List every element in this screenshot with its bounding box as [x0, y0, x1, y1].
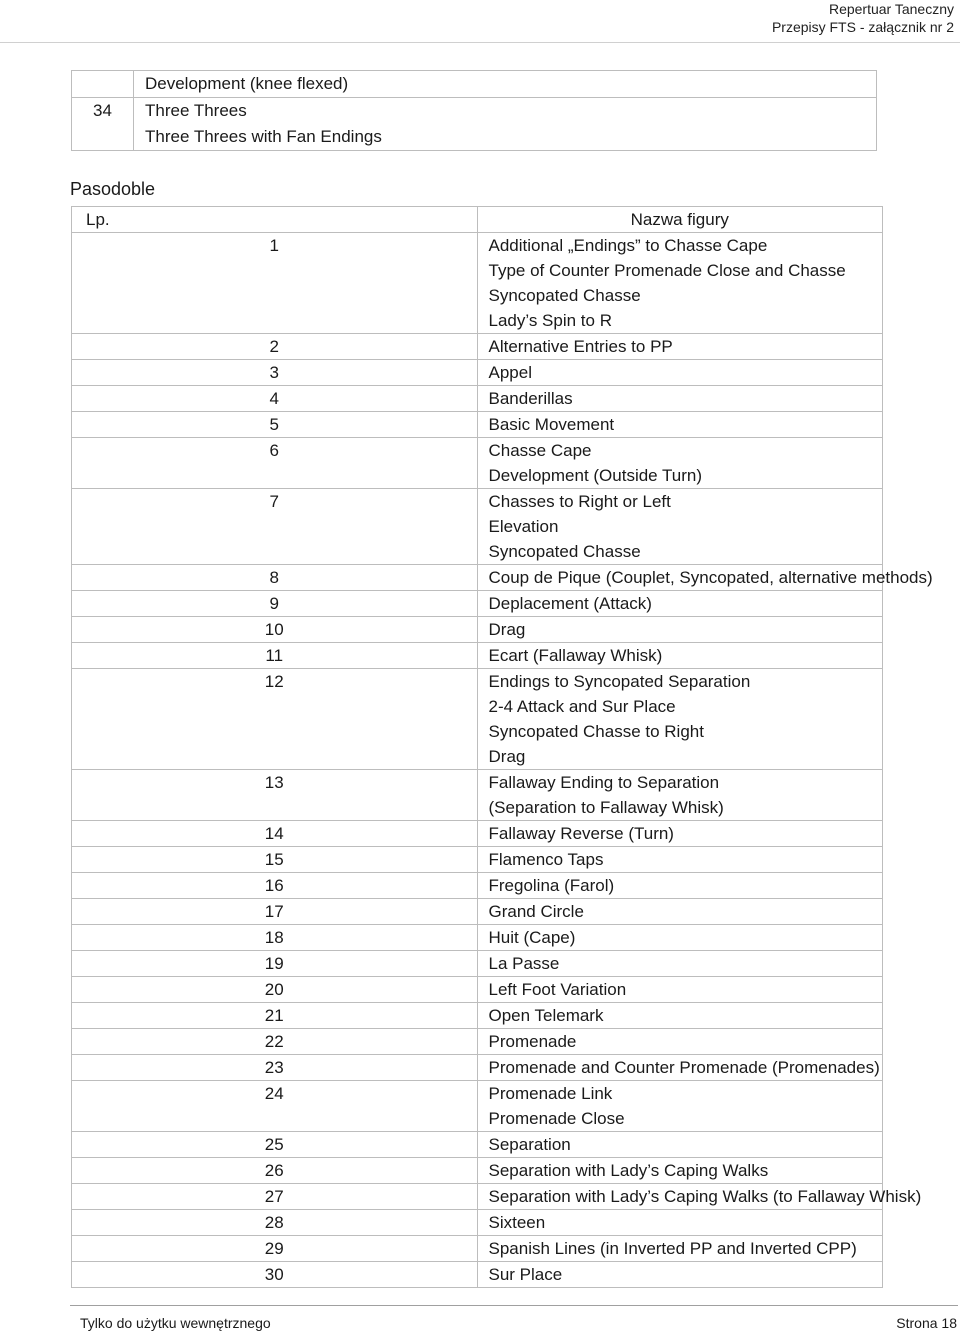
figure-names — [477, 1184, 922, 1210]
figure-name: Alternative Entries to PP — [488, 337, 673, 356]
figure-names — [477, 617, 883, 643]
figure-names — [477, 1055, 883, 1081]
figure-name: Fregolina (Farol) — [488, 876, 615, 895]
row-number — [72, 669, 478, 770]
row-number-text: 34 — [93, 101, 112, 120]
figure-name: Fallaway Reverse (Turn) — [488, 824, 674, 843]
row-number-text: 8 — [269, 568, 279, 587]
row-number — [72, 1132, 478, 1158]
column-header-lp: Lp. — [72, 207, 478, 233]
row-number — [72, 233, 478, 334]
figure-names — [477, 1029, 883, 1055]
figure-names — [477, 951, 883, 977]
figure-names — [477, 899, 883, 925]
table-row — [72, 873, 883, 899]
header-title: Repertuar Taneczny — [828, 1, 954, 17]
row-number-text: 28 — [264, 1213, 284, 1232]
row-number-text: 20 — [264, 980, 284, 999]
figure-names — [477, 386, 883, 412]
figure-name: Chasses to Right or Left — [488, 492, 671, 511]
row-number-text: 4 — [269, 389, 279, 408]
row-number — [72, 71, 134, 98]
page-number: Strona 18 — [896, 1315, 957, 1331]
figure-names — [477, 821, 883, 847]
table-row — [72, 1210, 883, 1236]
figure-name: Separation with Lady’s Caping Walks — [488, 1161, 769, 1180]
table-row — [72, 1158, 883, 1184]
figure-names — [477, 1236, 883, 1262]
table-row — [72, 643, 883, 669]
figure-names — [477, 412, 883, 438]
figure-names — [477, 360, 883, 386]
table-row — [72, 847, 883, 873]
figure-names — [477, 873, 883, 899]
figure-names — [134, 71, 877, 98]
figure-name: 2-4 Attack and Sur Place — [488, 697, 676, 716]
figure-name: Lady’s Spin to R — [488, 311, 612, 330]
figure-name: Three Threes with Fan Endings — [145, 127, 382, 146]
row-number — [72, 1210, 478, 1236]
figure-names — [477, 1210, 883, 1236]
row-number-text: 13 — [264, 773, 284, 792]
row-number — [72, 565, 478, 591]
row-number — [72, 386, 478, 412]
table-row — [72, 951, 883, 977]
table-row — [72, 770, 883, 821]
row-number-text: 25 — [264, 1135, 284, 1154]
figure-names — [477, 334, 883, 360]
row-number — [72, 1236, 478, 1262]
row-number — [72, 873, 478, 899]
footer-divider — [70, 1305, 958, 1306]
header-subtitle: Przepisy FTS - załącznik nr 2 — [771, 19, 954, 35]
row-number-text: 23 — [264, 1058, 284, 1077]
figure-name: Banderillas — [488, 389, 573, 408]
figure-names — [477, 643, 883, 669]
figure-name: Promenade Close — [488, 1109, 625, 1128]
figure-name: Left Foot Variation — [488, 980, 627, 999]
figure-name: Type of Counter Promenade Close and Chasse — [488, 261, 846, 280]
row-number — [72, 334, 478, 360]
figure-name: Basic Movement — [488, 415, 615, 434]
row-number — [72, 98, 134, 151]
table-row — [72, 1055, 883, 1081]
row-number-text: 26 — [264, 1161, 284, 1180]
table-row — [72, 1081, 883, 1132]
row-number — [72, 412, 478, 438]
figure-name: Spanish Lines (in Inverted PP and Inverted CPP) — [488, 1239, 857, 1258]
table-row — [72, 1132, 883, 1158]
table-row — [72, 1029, 883, 1055]
table-row — [72, 71, 877, 98]
table-row — [72, 1236, 883, 1262]
figure-name: Development (Outside Turn) — [488, 466, 703, 485]
row-number-text: 10 — [264, 620, 284, 639]
figure-name: Syncopated Chasse — [488, 286, 641, 305]
row-number — [72, 1055, 478, 1081]
figure-names — [477, 770, 883, 821]
table-row — [72, 386, 883, 412]
figure-name: Three Threes — [145, 101, 247, 120]
table-row — [72, 334, 883, 360]
row-number — [72, 977, 478, 1003]
table-row — [72, 1003, 883, 1029]
figure-names — [477, 925, 883, 951]
table-row — [72, 977, 883, 1003]
row-number-text: 18 — [264, 928, 284, 947]
figure-names — [477, 977, 883, 1003]
table-row — [72, 1184, 883, 1210]
row-number — [72, 1003, 478, 1029]
figures-table-body — [72, 233, 933, 1288]
row-number-text: 21 — [264, 1006, 284, 1025]
column-header-name: Nazwa figury — [477, 207, 883, 233]
figure-name: Promenade Link — [488, 1084, 613, 1103]
figure-name: Syncopated Chasse — [488, 542, 641, 561]
table-row — [72, 565, 883, 591]
figure-names — [477, 847, 883, 873]
row-number-text: 2 — [269, 337, 279, 356]
figure-name: Flamenco Taps — [488, 850, 604, 869]
figure-name: La Passe — [488, 954, 560, 973]
figure-name: Elevation — [488, 517, 559, 536]
table-row — [72, 360, 883, 386]
row-number — [72, 951, 478, 977]
row-number — [72, 925, 478, 951]
figures-table — [71, 206, 933, 1288]
figure-names — [477, 1158, 883, 1184]
row-number-text: 29 — [264, 1239, 284, 1258]
row-number — [72, 360, 478, 386]
figure-name: Development (knee flexed) — [145, 74, 349, 93]
row-number-text: 19 — [264, 954, 284, 973]
figure-name: Coup de Pique (Couplet, Syncopated, alternative methods) — [488, 568, 933, 587]
figure-names — [477, 438, 883, 489]
figure-name: Open Telemark — [488, 1006, 604, 1025]
figure-names — [477, 489, 883, 565]
figure-name: Promenade — [488, 1032, 577, 1051]
table-row — [72, 1262, 883, 1288]
row-number — [72, 489, 478, 565]
row-number-text — [72, 71, 133, 97]
table-header-row — [72, 207, 883, 233]
figure-names — [477, 1132, 883, 1158]
figure-name: (Separation to Fallaway Whisk) — [488, 798, 724, 817]
row-number — [72, 1029, 478, 1055]
figure-name: Grand Circle — [488, 902, 584, 921]
table-row — [72, 925, 883, 951]
row-number-text: 27 — [264, 1187, 284, 1206]
figure-name: Sixteen — [488, 1213, 546, 1232]
continued-figures-table — [71, 70, 877, 151]
figure-name: Drag — [488, 620, 526, 639]
footer-note: Tylko do użytku wewnętrznego — [80, 1315, 271, 1331]
header-divider — [0, 42, 960, 43]
table-row — [72, 98, 877, 151]
row-number-text: 9 — [269, 594, 279, 613]
row-number — [72, 1262, 478, 1288]
row-number-text: 15 — [264, 850, 284, 869]
row-number — [72, 1158, 478, 1184]
row-number-text: 12 — [264, 672, 284, 691]
row-number-text: 24 — [264, 1084, 284, 1103]
row-number-text: 1 — [269, 236, 279, 255]
section-title: Pasodoble — [70, 179, 156, 199]
row-number-text: 5 — [269, 415, 279, 434]
figure-names — [477, 591, 883, 617]
row-number — [72, 438, 478, 489]
table-row — [72, 669, 883, 770]
row-number — [72, 617, 478, 643]
figure-name: Separation with Lady’s Caping Walks (to Fallaway Whisk) — [488, 1187, 922, 1206]
table-row — [72, 438, 883, 489]
row-number-text: 7 — [269, 492, 279, 511]
figure-names — [134, 98, 877, 151]
figure-name: Appel — [488, 363, 532, 382]
figure-names — [477, 1262, 883, 1288]
row-number-text: 14 — [264, 824, 284, 843]
table-row — [72, 233, 883, 334]
figure-names — [477, 1081, 883, 1132]
page-header — [772, 0, 954, 36]
table-row — [72, 412, 883, 438]
figure-name: Syncopated Chasse to Right — [488, 722, 704, 741]
figure-names — [477, 233, 883, 334]
row-number-text: 3 — [269, 363, 279, 382]
table-row — [72, 899, 883, 925]
figure-name: Deplacement (Attack) — [488, 594, 652, 613]
row-number-text: 16 — [264, 876, 284, 895]
table-row — [72, 489, 883, 565]
row-number — [72, 847, 478, 873]
figure-name: Separation — [488, 1135, 571, 1154]
row-number-text: 22 — [264, 1032, 284, 1051]
row-number — [72, 821, 478, 847]
table-row — [72, 821, 883, 847]
figure-name: Endings to Syncopated Separation — [488, 672, 751, 691]
figure-name: Chasse Cape — [488, 441, 592, 460]
figure-name: Sur Place — [488, 1265, 563, 1284]
figure-names — [477, 669, 883, 770]
row-number — [72, 591, 478, 617]
row-number — [72, 1081, 478, 1132]
row-number-text: 17 — [264, 902, 284, 921]
table-row — [72, 591, 883, 617]
figure-name: Fallaway Ending to Separation — [488, 773, 720, 792]
figure-name: Additional „Endings” to Chasse Cape — [488, 236, 768, 255]
row-number-text: 11 — [265, 646, 284, 665]
figure-name: Huit (Cape) — [488, 928, 576, 947]
table-row — [72, 617, 883, 643]
figure-name: Drag — [488, 747, 526, 766]
row-number-text: 30 — [264, 1265, 284, 1284]
row-number-text: 6 — [269, 441, 279, 460]
row-number — [72, 1184, 478, 1210]
row-number — [72, 899, 478, 925]
continued-figures-body — [72, 71, 877, 151]
figure-name: Ecart (Fallaway Whisk) — [488, 646, 663, 665]
figure-names — [477, 565, 933, 591]
figure-names — [477, 1003, 883, 1029]
row-number — [72, 643, 478, 669]
row-number — [72, 770, 478, 821]
figure-name: Promenade and Counter Promenade (Promenades) — [488, 1058, 880, 1077]
